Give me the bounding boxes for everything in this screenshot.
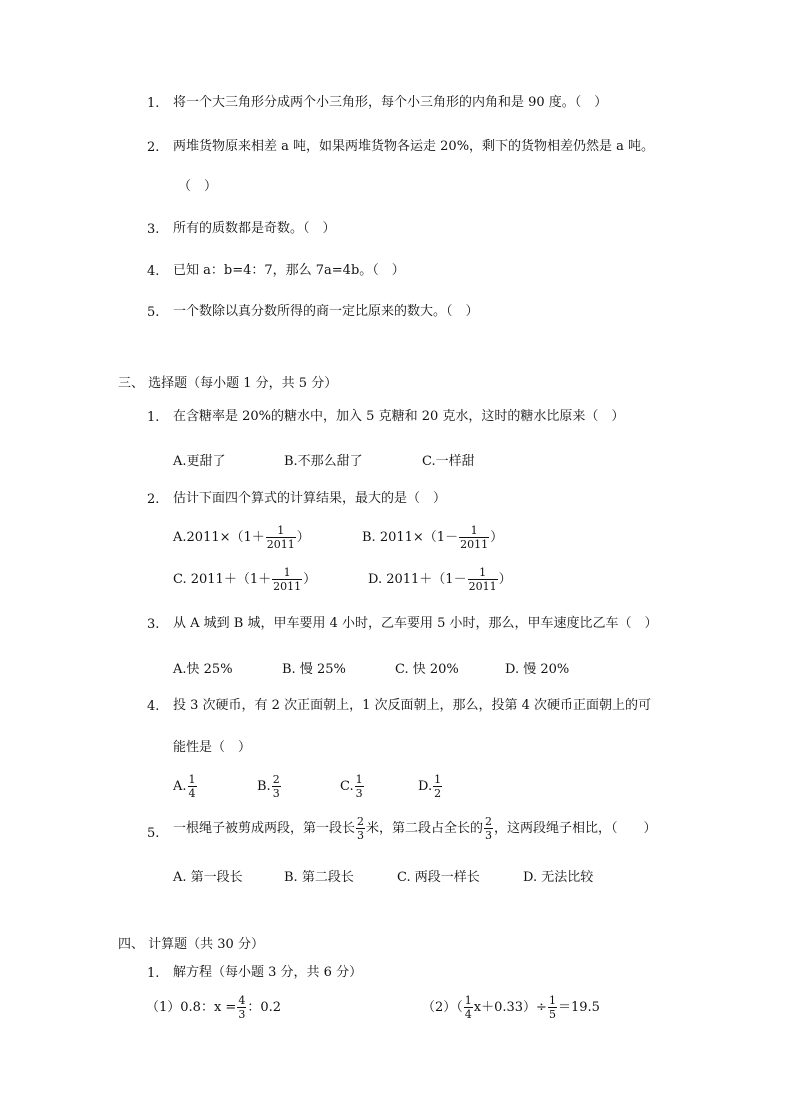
fraction-numerator: 1 xyxy=(277,524,285,537)
option-b: B.不那么甜了 xyxy=(284,454,363,469)
judge-item-text: 已知 a：b=4：7，那么 7a=4b。（ ） xyxy=(173,263,405,278)
judge-item-paren: （ ） xyxy=(178,179,218,194)
fraction-numerator: 1 xyxy=(283,566,291,579)
option-c-prefix: C. 2011＋（1＋ xyxy=(173,572,272,587)
fraction-denominator: 3 xyxy=(355,787,363,800)
fraction xyxy=(468,566,498,593)
question-number: 3. xyxy=(147,617,160,632)
fraction-denominator: 5 xyxy=(548,1008,556,1021)
fraction-denominator: 4 xyxy=(188,787,196,800)
question-number: 4. xyxy=(147,699,160,714)
option-letter: B. xyxy=(257,779,271,794)
fraction-numerator: 2 xyxy=(272,773,280,786)
fraction-denominator: 2011 xyxy=(460,538,489,551)
question-number: 5. xyxy=(147,826,160,841)
option-c: C. 两段一样长 xyxy=(397,870,480,885)
fraction-numerator: 1 xyxy=(479,566,487,579)
section-heading-choice: 三、 选择题（每小题 1 分，共 5 分） xyxy=(118,376,338,391)
close-paren: ） xyxy=(498,572,512,587)
option-d: D. 慢 20% xyxy=(505,662,570,677)
judge-item-text: 两堆货物原来相差 a 吨，如果两堆货物各运走 20%，剩下的货物相差仍然是 a 吨。 xyxy=(173,139,655,154)
question-number: 1. xyxy=(147,410,160,425)
equation-part: （1）0.8：x = xyxy=(146,1000,237,1015)
judge-item-text: 所有的质数都是奇数。（ ） xyxy=(173,221,336,236)
fraction-denominator: 3 xyxy=(357,829,365,842)
judge-item-number: 3. xyxy=(147,222,160,237)
fraction xyxy=(356,815,365,842)
fraction-denominator: 2011 xyxy=(468,580,497,593)
fraction-numerator: 2 xyxy=(485,815,493,828)
section-heading-calc: 四、 计算题（共 30 分） xyxy=(118,937,264,952)
fraction-numerator: 1 xyxy=(548,994,556,1007)
option-c: C.一样甜 xyxy=(422,454,475,469)
fraction-denominator: 3 xyxy=(272,787,280,800)
fraction-denominator: 4 xyxy=(464,1008,472,1021)
option-b xyxy=(362,524,503,551)
option-c xyxy=(340,773,365,800)
equation-part: ：0.2 xyxy=(247,1000,281,1015)
judge-item-text: 一个数除以真分数所得的商一定比原来的数大。（ ） xyxy=(173,304,479,319)
option-letter: C. xyxy=(340,779,354,794)
fraction-numerator: 1 xyxy=(434,773,442,786)
judge-item-text: 将一个大三角形分成两个小三角形，每个小三角形的内角和是 90 度。（ ） xyxy=(173,95,608,110)
fraction-numerator: 4 xyxy=(238,994,246,1007)
fraction xyxy=(266,524,296,551)
fraction xyxy=(464,994,473,1021)
option-d xyxy=(368,566,512,593)
option-letter: A. xyxy=(173,779,187,794)
fraction-denominator: 3 xyxy=(485,829,493,842)
option-d: D. 无法比较 xyxy=(523,870,594,885)
equation-part: ＝19.5 xyxy=(557,1000,600,1015)
fraction-numerator: 1 xyxy=(355,773,363,786)
equation-part: x＋0.33）÷ xyxy=(473,1000,547,1015)
option-b: B. 第二段长 xyxy=(284,870,354,885)
equation-1 xyxy=(146,994,281,1021)
question-text: 在含糖率是 20%的糖水中，加入 5 克糖和 20 克水，这时的糖水比原来（ ） xyxy=(173,409,625,424)
judge-item-number: 1. xyxy=(147,96,160,111)
judge-item-number: 2. xyxy=(147,140,160,155)
option-letter: D. xyxy=(418,779,433,794)
question-text-continued: 能性是（ ） xyxy=(173,740,252,755)
equation-part: （2）（ xyxy=(422,1000,463,1015)
close-paren: ） xyxy=(296,530,310,545)
fraction xyxy=(355,773,364,800)
fraction-numerator: 2 xyxy=(357,815,365,828)
option-a xyxy=(173,524,310,551)
judge-item-number: 4. xyxy=(147,264,160,279)
option-b: B. 慢 25% xyxy=(282,662,346,677)
fraction-numerator: 1 xyxy=(188,773,196,786)
question-text-part: 一根绳子被剪成两段，第一段长 xyxy=(173,821,356,836)
option-a: A. 第一段长 xyxy=(173,870,243,885)
fraction xyxy=(548,994,557,1021)
question-text-part: ，这两段绳子相比，（ ） xyxy=(494,821,657,836)
fraction xyxy=(459,524,489,551)
option-a xyxy=(173,773,198,800)
fraction-denominator: 2011 xyxy=(266,538,295,551)
option-a: A.快 25% xyxy=(173,662,233,677)
close-paren: ） xyxy=(490,530,504,545)
fraction xyxy=(484,815,493,842)
question-text: 投 3 次硬币，有 2 次正面朝上，1 次反面朝上，那么，投第 4 次硬币正面朝上的可 xyxy=(173,698,652,713)
question-text: 解方程（每小题 3 分，共 6 分） xyxy=(173,965,363,980)
option-b-prefix: B. 2011×（1－ xyxy=(362,530,459,545)
option-b xyxy=(257,773,282,800)
option-a: A.更甜了 xyxy=(173,454,226,469)
fraction-denominator: 3 xyxy=(238,1008,246,1021)
question-text-part: 米，第二段占全长的 xyxy=(366,821,484,836)
close-paren: ） xyxy=(303,572,317,587)
option-a-prefix: A.2011×（1＋ xyxy=(173,530,265,545)
fraction xyxy=(433,773,442,800)
question-text xyxy=(173,815,657,842)
fraction xyxy=(272,773,281,800)
question-text: 从 A 城到 B 城，甲车要用 4 小时，乙车要用 5 小时，那么，甲车速度比乙车（ ） xyxy=(173,616,658,631)
fraction-denominator: 2 xyxy=(434,787,442,800)
question-number: 1. xyxy=(147,966,160,981)
question-number: 2. xyxy=(147,492,160,507)
fraction xyxy=(237,994,246,1021)
equation-2 xyxy=(422,994,600,1021)
option-c: C. 快 20% xyxy=(395,662,459,677)
option-c xyxy=(173,566,316,593)
judge-item-number: 5. xyxy=(147,305,160,320)
fraction-numerator: 1 xyxy=(470,524,478,537)
fraction-denominator: 2011 xyxy=(273,580,302,593)
fraction xyxy=(272,566,302,593)
fraction-numerator: 1 xyxy=(464,994,472,1007)
option-d xyxy=(418,773,443,800)
question-text: 估计下面四个算式的计算结果，最大的是（ ） xyxy=(173,491,447,506)
fraction xyxy=(188,773,197,800)
option-d-prefix: D. 2011＋（1－ xyxy=(368,572,467,587)
